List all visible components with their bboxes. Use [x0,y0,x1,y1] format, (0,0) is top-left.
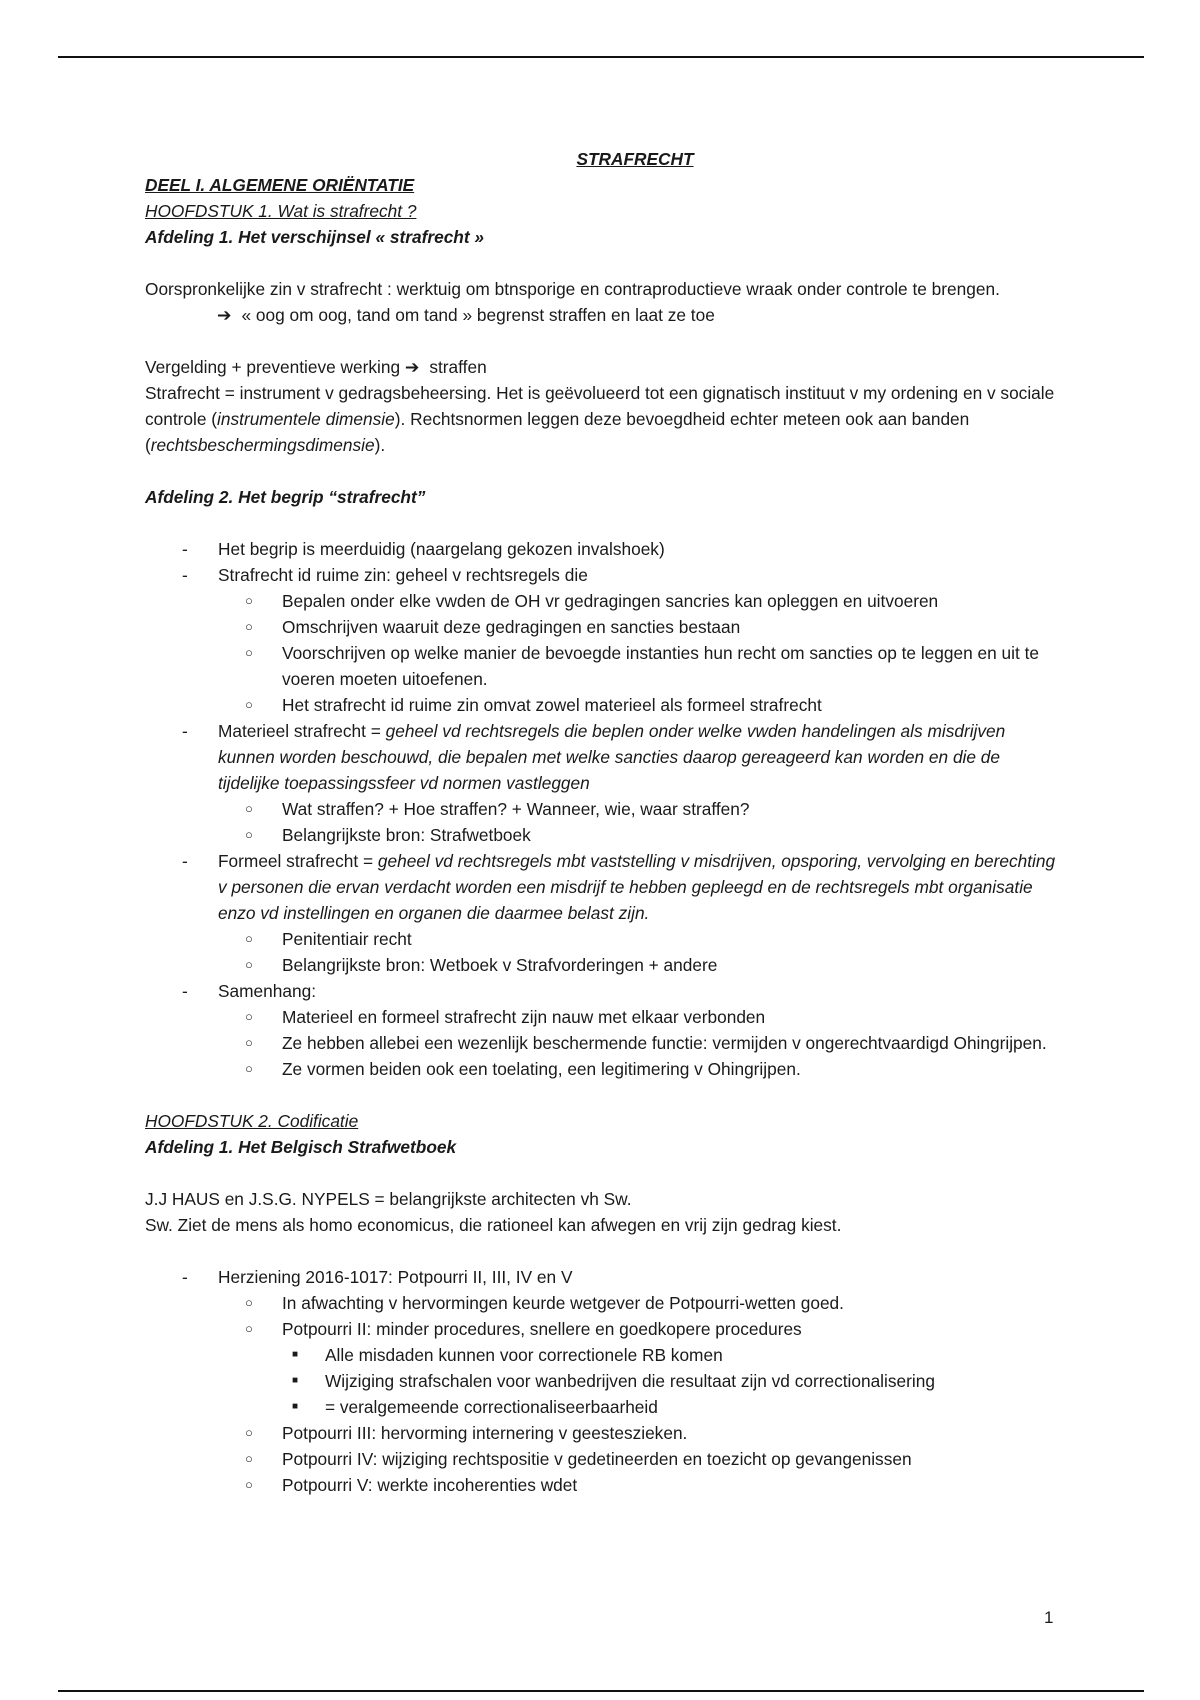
list-item: ○ Potpourri II: minder procedures, snellere en goedkopere procedures ■ Alle misdaden kunnen voor correctionele RB komen ■ Wijziging strafschalen voor wanbedrijven die resultaat zijn vd correctionalisering ■ = veralgemeende correctionaliseerbaarheid [218,1316,1065,1420]
list-item: ○ Potpourri V: werkte incoherenties wdet [245,1475,578,1495]
paragraph-definition: Strafrecht = instrument v gedragsbeheersing. Het is geëvolueerd tot een gignatisch instituut v my ordening en v sociale controle (instrumentele dimensie). Rechtsnormen leggen deze bevoegdheid echter meteen ook aan banden (rechtsbeschermingsdimensie). [145,383,1055,455]
chapter-heading-1: HOOFDSTUK 1. Wat is strafrecht ? [145,201,417,221]
list-item: ○ Ze hebben allebei een wezenlijk beschermende functie: vermijden v ongerechtvaardigd Ohingrijpen. [245,1033,1047,1053]
revision-list [145,1264,1065,1498]
document-title: STRAFRECHT [576,149,694,169]
footer-rule [58,1690,1144,1692]
paragraph-homo-economicus: Sw. Ziet de mens als homo economicus, die rationeel kan afwegen en vrij zijn gedrag kiest. [145,1215,842,1235]
list-item: - Het begrip is meerduidig (naargelang gekozen invalshoek) [182,539,665,559]
header-rule [58,56,1144,58]
section-heading-1: Afdeling 1. Het verschijnsel « strafrecht » [145,227,485,247]
list-item: ■ Alle misdaden kunnen voor correctionele RB komen [292,1345,723,1365]
list-item: ○ Potpourri III: hervorming internering v geesteszieken. [245,1423,688,1443]
list-item: - Strafrecht id ruime zin: geheel v rechtsregels die ○ Bepalen onder elke vwden de OH vr gedragingen sancries kan opleggen en uitvoeren ○ Omschrijven waaruit deze gedragingen en sancties bestaan ○ Voorschrijven op welke manier de bevoegde instanties hun recht om sancties op te leggen en uit te voeren moeten uitoefenen. ○ Het strafrecht id ruime zin omvat zowel materieel als formeel strafrecht [145,562,1065,718]
list-item: ○ In afwachting v hervormingen keurde wetgever de Potpourri-wetten goed. [245,1293,844,1313]
list-item: ○ Voorschrijven op welke manier de bevoegde instanties hun recht om sancties op te leggen en uit te voeren moeten uitoefenen. [245,643,1039,689]
list-item: - Materieel strafrecht = geheel vd rechtsregels die beplen onder welke vwden handelingen als misdrijven kunnen worden beschouwd, die bepalen met welke sancties daarop gereageerd kan worden en die de tijdelijke toepassingssfeer vd normen vastleggen ○ Wat straffen? + Hoe straffen? + Wanneer, wie, waar straffen? ○ Belangrijkste bron: Strafwetboek [145,718,1065,848]
list-item: ○ Ze vormen beiden ook een toelating, een legitimering v Ohingrijpen. [245,1059,801,1079]
list-item: ○ Het strafrecht id ruime zin omvat zowel materieel als formeel strafrecht [245,695,822,715]
concept-list [145,536,1065,1082]
retribution-text: Vergelding + preventieve werking [145,357,401,377]
right-arrow-icon: ➔ [404,357,420,377]
arrow-text: « oog om oog, tand om tand » begrenst straffen en laat ze toe [241,305,715,325]
list-item: ○ Omschrijven waaruit deze gedragingen en sancties bestaan [245,617,741,637]
list-item: ○ Penitentiair recht [245,929,412,949]
list-item: ○ Potpourri IV: wijziging rechtspositie v gedetineerden en toezicht op gevangenissen [245,1449,912,1469]
page-number: 1 [1044,1608,1054,1627]
paragraph-retribution [145,354,1065,380]
arrow-line [145,302,1065,328]
list-item: ○ Wat straffen? + Hoe straffen? + Wanneer, wie, waar straffen? [245,799,750,819]
part-heading: DEEL I. ALGEMENE ORIËNTATIE [145,175,415,195]
paragraph-origin: Oorspronkelijke zin v strafrecht : werktuig om btnsporige en contraproductieve wraak onder controle te brengen. [145,279,1000,299]
document-body [145,146,1065,1498]
right-arrow-icon: ➔ [217,305,232,325]
retribution-result: straffen [429,357,487,377]
list-item: ■ = veralgemeende correctionaliseerbaarheid [292,1397,658,1417]
list-item: ■ Wijziging strafschalen voor wanbedrijven die resultaat zijn vd correctionalisering [292,1371,935,1391]
list-item: ○ Bepalen onder elke vwden de OH vr gedragingen sancries kan opleggen en uitvoeren [245,591,939,611]
section-heading-3: Afdeling 1. Het Belgisch Strafwetboek [145,1137,457,1157]
list-item: ○ Belangrijkste bron: Strafwetboek [245,825,531,845]
paragraph-architects: J.J HAUS en J.S.G. NYPELS = belangrijkste architecten vh Sw. [145,1189,632,1209]
list-item: - Samenhang: ○ Materieel en formeel strafrecht zijn nauw met elkaar verbonden ○ Ze hebben allebei een wezenlijk beschermende functie: vermijden v ongerechtvaardigd Ohingrijpen. ○ Ze vormen beiden ook een toelating, een legitimering v Ohingrijpen. [145,978,1065,1082]
list-item: - Formeel strafrecht = geheel vd rechtsregels mbt vaststelling v misdrijven, opsporing, vervolging en berechting v personen die ervan verdacht worden een misdrijf te hebben gepleegd en de rechtsregels mbt organisatie enzo vd instellingen en organen die daarmee belast zijn. ○ Penitentiair recht ○ Belangrijkste bron: Wetboek v Strafvorderingen + andere [145,848,1065,978]
chapter-heading-2: HOOFDSTUK 2. Codificatie [145,1111,359,1131]
list-item: ○ Materieel en formeel strafrecht zijn nauw met elkaar verbonden [245,1007,766,1027]
list-item: - Herziening 2016-1017: Potpourri II, III, IV en V ○ In afwachting v hervormingen keurde wetgever de Potpourri-wetten goed. ○ Potpourri II: minder procedures, snellere en goedkopere procedures ■ Alle misdaden kunnen voor correctionele RB komen ■ Wijziging strafschalen voor wanbedrijven die resultaat zijn vd correctionalisering ■ = veralgemeende correctionaliseerbaarheid ○ Potpourri III: hervorming internering v geesteszieken. ○ Potpourri IV: wijziging rechtspositie v gedetineerden en toezicht op gevangenissen ○ Potpourri V: werkte incoherenties wdet [145,1264,1065,1498]
list-item: ○ Belangrijkste bron: Wetboek v Strafvorderingen + andere [245,955,718,975]
section-heading-2: Afdeling 2. Het begrip “strafrecht” [145,487,426,507]
